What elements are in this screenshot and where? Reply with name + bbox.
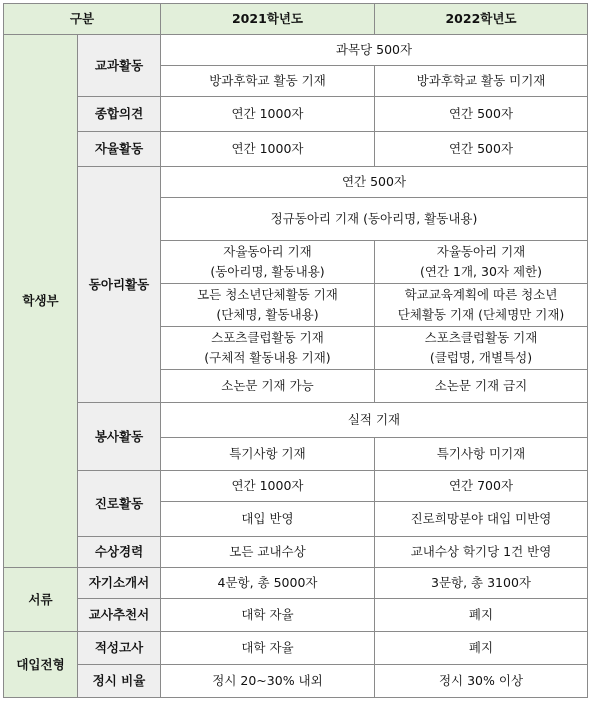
table-row — [4, 665, 588, 698]
cell-2022: 진로희망분야 대입 미반영 — [375, 502, 588, 537]
section-admission: 대입전형 — [4, 632, 78, 698]
cell-2021: 소논문 기재 가능 — [161, 370, 375, 403]
cell-common: 정규동아리 기재 (동아리명, 활동내용) — [161, 198, 588, 241]
row-label-autonomous: 자율활동 — [78, 132, 161, 167]
cell-2022: 소논문 기재 금지 — [375, 370, 588, 403]
cell-2021: 모든 교내수상 — [161, 537, 375, 568]
table-row — [4, 471, 588, 502]
cell-2022: 연간 500자 — [375, 97, 588, 132]
cell-2021: 대학 자율 — [161, 599, 375, 632]
cell-2022: 방과후학교 활동 미기재 — [375, 66, 588, 97]
header-category: 구분 — [4, 4, 161, 35]
table-row — [4, 403, 588, 438]
cell-common: 연간 500자 — [161, 167, 588, 198]
cell-2022: 연간 700자 — [375, 471, 588, 502]
table-row — [4, 35, 588, 66]
cell-line: (연간 1개, 30자 제한) — [420, 264, 542, 279]
table-row — [4, 97, 588, 132]
cell-common: 과목당 500자 — [161, 35, 588, 66]
table-row — [4, 568, 588, 599]
cell-2022 — [375, 284, 588, 327]
cell-2021 — [161, 327, 375, 370]
cell-line: 스포츠클럽활동 기재 — [424, 330, 538, 345]
cell-2022 — [375, 241, 588, 284]
cell-line: (구체적 활동내용 기재) — [204, 350, 331, 365]
cell-2022 — [375, 327, 588, 370]
cell-2022: 교내수상 학기당 1건 반영 — [375, 537, 588, 568]
cell-2022: 정시 30% 이상 — [375, 665, 588, 698]
cell-2022: 3문항, 총 3100자 — [375, 568, 588, 599]
cell-2021: 방과후학교 활동 기재 — [161, 66, 375, 97]
row-label-essay: 자기소개서 — [78, 568, 161, 599]
cell-2021: 특기사항 기재 — [161, 438, 375, 471]
cell-2022: 폐지 — [375, 599, 588, 632]
row-label-awards: 수상경력 — [78, 537, 161, 568]
cell-line: 스포츠클럽활동 기재 — [211, 330, 324, 345]
cell-line: (단체명, 활동내용) — [216, 307, 319, 322]
cell-2022: 특기사항 미기재 — [375, 438, 588, 471]
table-row — [4, 537, 588, 568]
cell-common: 실적 기재 — [161, 403, 588, 438]
row-label-recommendation: 교사추천서 — [78, 599, 161, 632]
cell-2021: 4문항, 총 5000자 — [161, 568, 375, 599]
cell-line: 단체활동 기재 (단체명만 기재) — [397, 307, 565, 322]
section-record: 학생부 — [4, 35, 78, 568]
cell-2021: 대입 반영 — [161, 502, 375, 537]
row-label-club: 동아리활동 — [78, 167, 161, 403]
row-label-regular: 정시 비율 — [78, 665, 161, 698]
table-row — [4, 167, 588, 198]
header-row — [4, 4, 588, 35]
row-label-aptitude: 적성고사 — [78, 632, 161, 665]
cell-2021: 정시 20~30% 내외 — [161, 665, 375, 698]
comparison-table — [3, 3, 588, 698]
table-row — [4, 132, 588, 167]
cell-line: 자율동아리 기재 — [436, 244, 526, 259]
cell-line: 모든 청소년단체활동 기재 — [197, 287, 338, 302]
row-label-volunteer: 봉사활동 — [78, 403, 161, 471]
cell-line: 자율동아리 기재 — [223, 244, 312, 259]
header-2022: 2022학년도 — [375, 4, 588, 35]
table-row — [4, 599, 588, 632]
table-row — [4, 632, 588, 665]
row-label-subject: 교과활동 — [78, 35, 161, 97]
cell-2021 — [161, 284, 375, 327]
cell-2022: 폐지 — [375, 632, 588, 665]
cell-line: (동아리명, 활동내용) — [210, 264, 325, 279]
row-label-career: 진로활동 — [78, 471, 161, 537]
cell-line: (클럽명, 개별특성) — [429, 350, 533, 365]
row-label-overall: 종합의견 — [78, 97, 161, 132]
cell-2021 — [161, 241, 375, 284]
cell-2021: 연간 1000자 — [161, 471, 375, 502]
header-2021: 2021학년도 — [161, 4, 375, 35]
cell-2021: 연간 1000자 — [161, 132, 375, 167]
cell-2021: 연간 1000자 — [161, 97, 375, 132]
cell-line: 학교교육계획에 따른 청소년 — [404, 287, 558, 302]
cell-2021: 대학 자율 — [161, 632, 375, 665]
cell-2022: 연간 500자 — [375, 132, 588, 167]
section-documents: 서류 — [4, 568, 78, 632]
